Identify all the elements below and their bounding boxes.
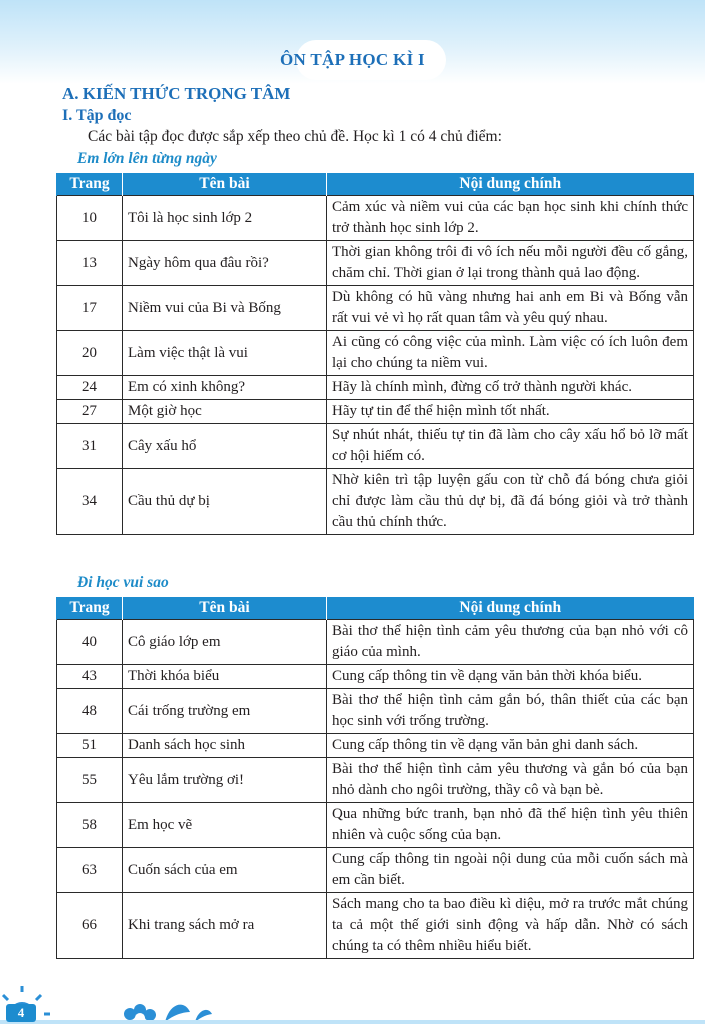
header-page: Trang [57, 173, 123, 196]
cell-title: Làm việc thật là vui [123, 331, 327, 376]
cell-content: Bài thơ thể hiện tình cảm gắn bó, thân thiết của các bạn học sinh với trống trường. [327, 689, 694, 734]
theme-1-heading: Em lớn lên từng ngày [77, 150, 217, 167]
cell-title: Yêu lắm trường ơi! [123, 758, 327, 803]
cell-content: Dù không có hũ vàng nhưng hai anh em Bi và Bống vẫn rất vui vẻ vì họ rất quan tâm và yêu quý nhau. [327, 286, 694, 331]
cell-content: Hãy tự tin để thể hiện mình tốt nhất. [327, 400, 694, 424]
cell-page: 17 [57, 286, 123, 331]
cell-content: Ai cũng có công việc của mình. Làm việc có ích luôn đem lại cho chúng ta niềm vui. [327, 331, 694, 376]
cell-title: Danh sách học sinh [123, 734, 327, 758]
table-header-row [57, 173, 694, 196]
cell-page: 58 [57, 803, 123, 848]
table-row [57, 424, 694, 469]
cell-page: 63 [57, 848, 123, 893]
cell-page: 34 [57, 469, 123, 535]
table-row [57, 241, 694, 286]
cell-title: Một giờ học [123, 400, 327, 424]
table-row [57, 196, 694, 241]
cell-page: 48 [57, 689, 123, 734]
table-row [57, 620, 694, 665]
table-row [57, 758, 694, 803]
section-a-heading: A. KIẾN THỨC TRỌNG TÂM [62, 84, 291, 103]
header-title: Tên bài [123, 173, 327, 196]
cell-content: Thời gian không trôi đi vô ích nếu mỗi người đều cố gắng, chăm chỉ. Thời gian ở lại trong thành quả lao động. [327, 241, 694, 286]
cell-content: Cảm xúc và niềm vui của các bạn học sinh khi chính thức trở thành học sinh lớp 2. [327, 196, 694, 241]
header-content: Nội dung chính [327, 173, 694, 196]
cell-content: Bài thơ thể hiện tình cảm yêu thương và gắn bó của bạn nhỏ dành cho ngôi trường, thầy cô và bạn bè. [327, 758, 694, 803]
cell-content: Cung cấp thông tin về dạng văn bản thời khóa biểu. [327, 665, 694, 689]
table-row [57, 376, 694, 400]
table-header-row [57, 597, 694, 620]
table-row [57, 400, 694, 424]
table-row [57, 803, 694, 848]
header-title: Tên bài [123, 597, 327, 620]
cell-title: Thời khóa biểu [123, 665, 327, 689]
cell-page: 24 [57, 376, 123, 400]
cell-page: 43 [57, 665, 123, 689]
page-number: 4 [6, 1004, 36, 1022]
cell-title: Cuốn sách của em [123, 848, 327, 893]
cell-page: 27 [57, 400, 123, 424]
cell-page: 51 [57, 734, 123, 758]
cell-title: Niềm vui của Bi và Bống [123, 286, 327, 331]
cell-title: Cây xấu hổ [123, 424, 327, 469]
section-i-heading: I. Tập đọc [62, 107, 132, 124]
page-title: ÔN TẬP HỌC KÌ I [280, 50, 425, 69]
cell-content: Bài thơ thể hiện tình cảm yêu thương của bạn nhỏ với cô giáo của mình. [327, 620, 694, 665]
cell-title: Ngày hôm qua đâu rồi? [123, 241, 327, 286]
cell-page: 55 [57, 758, 123, 803]
header-content: Nội dung chính [327, 597, 694, 620]
table-row [57, 848, 694, 893]
theme-1-table [56, 173, 694, 535]
theme-2-table [56, 597, 694, 959]
cell-title: Khi trang sách mở ra [123, 893, 327, 959]
cell-page: 20 [57, 331, 123, 376]
cell-content: Sách mang cho ta bao điều kì diệu, mở ra trước mắt chúng ta cả một thế giới sinh động và hấp dẫn. Nhờ có sách chúng ta có thêm nhiều hiểu biết. [327, 893, 694, 959]
cell-title: Em học vẽ [123, 803, 327, 848]
bottom-decoration [0, 982, 705, 1024]
table-row [57, 734, 694, 758]
cell-content: Cung cấp thông tin về dạng văn bản ghi danh sách. [327, 734, 694, 758]
table-row [57, 665, 694, 689]
leaf-icon [165, 1005, 212, 1022]
cell-title: Cái trống trường em [123, 689, 327, 734]
table-row [57, 331, 694, 376]
cell-page: 10 [57, 196, 123, 241]
intro-paragraph: Các bài tập đọc được sắp xếp theo chủ đề. Học kì 1 có 4 chủ điểm: [88, 128, 502, 145]
cell-page: 66 [57, 893, 123, 959]
cell-content: Qua những bức tranh, bạn nhỏ đã thể hiện tình yêu thiên nhiên và cuộc sống của bạn. [327, 803, 694, 848]
cell-content: Hãy là chính mình, đừng cố trở thành người khác. [327, 376, 694, 400]
cell-title: Tôi là học sinh lớp 2 [123, 196, 327, 241]
cell-page: 13 [57, 241, 123, 286]
cell-content: Sự nhút nhát, thiếu tự tin đã làm cho cây xấu hổ bỏ lỡ mất cơ hội hiếm có. [327, 424, 694, 469]
table-row [57, 689, 694, 734]
cell-title: Em có xinh không? [123, 376, 327, 400]
table-row [57, 286, 694, 331]
cell-content: Nhờ kiên trì tập luyện gấu con từ chỗ đá bóng chưa giỏi chỉ được làm cầu thủ dự bị, đã đá bóng giỏi và trở thành cầu thủ chính thức. [327, 469, 694, 535]
cell-content: Cung cấp thông tin ngoài nội dung của mỗi cuốn sách mà em cần biết. [327, 848, 694, 893]
theme-2-heading: Đi học vui sao [77, 574, 169, 591]
table-row [57, 469, 694, 535]
header-page: Trang [57, 597, 123, 620]
cell-page: 40 [57, 620, 123, 665]
table-row [57, 893, 694, 959]
cell-page: 31 [57, 424, 123, 469]
cell-title: Cô giáo lớp em [123, 620, 327, 665]
cell-title: Cầu thủ dự bị [123, 469, 327, 535]
